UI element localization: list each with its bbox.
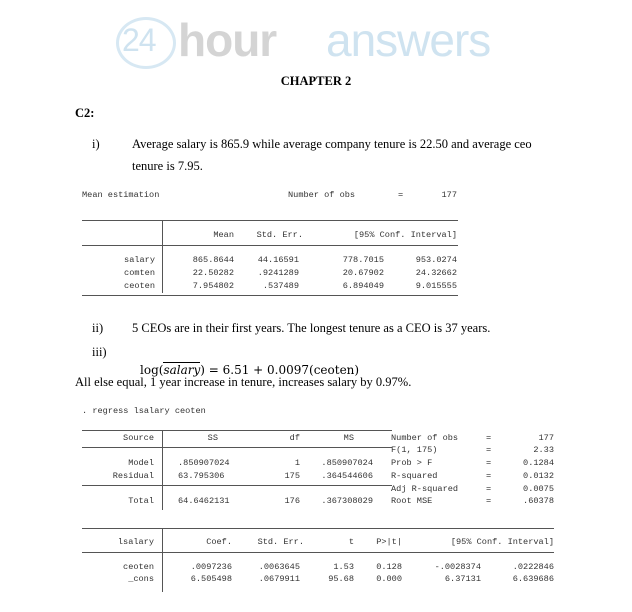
row-se: .537489 [262, 281, 299, 291]
coef-var: _cons [128, 574, 154, 584]
item-iii-marker: iii) [92, 345, 107, 359]
stat-eq: = [486, 458, 492, 468]
coef-p: 0.000 [376, 574, 402, 584]
anova-header-df: df [289, 433, 300, 443]
anova-ss: 64.6462131 [178, 496, 230, 506]
item-i-line2: tenure is 7.95. [132, 159, 203, 173]
stat-eq: = [486, 471, 492, 481]
chapter-title: CHAPTER 2 [280, 74, 352, 88]
coef-p: 0.128 [376, 562, 402, 572]
coef-header-se: Std. Err. [257, 537, 304, 547]
coef-t: 95.68 [328, 574, 354, 584]
row-mean: 7.954802 [192, 281, 234, 291]
anova-ms: .367308029 [321, 496, 373, 506]
anova-header-ss: SS [207, 433, 218, 443]
mean-obs-eq: = [398, 190, 404, 200]
stat-label: Root MSE [391, 496, 433, 506]
stat-value: .60378 [523, 496, 554, 506]
anova-df: 176 [284, 496, 300, 506]
row-mean: 865.8644 [192, 255, 234, 265]
row-ci-high: 953.0274 [415, 255, 457, 265]
anova-ss: .850907024 [178, 458, 230, 468]
eq-log: log [140, 363, 159, 377]
row-se: .9241289 [257, 268, 299, 278]
coef-value: 6.505498 [190, 574, 232, 584]
logo-number: 24 [122, 22, 156, 58]
anova-source: Residual [112, 471, 154, 481]
anova-ms: .850907024 [321, 458, 373, 468]
row-ci-high: 24.32662 [415, 268, 457, 278]
eq-salary-hat: salary [163, 363, 201, 377]
mean-title: Mean estimation [82, 190, 160, 200]
anova-header-ms: MS [343, 433, 354, 443]
anova-ms: .364544606 [321, 471, 373, 481]
anova-source: Total [128, 496, 154, 506]
logo-word-hour: hour [178, 14, 277, 66]
row-var: salary [124, 255, 155, 265]
stat-eq: = [486, 496, 492, 506]
item-i-marker: i) [92, 137, 100, 151]
item-ii-marker: ii) [92, 321, 104, 335]
coef-se: .0063645 [258, 562, 300, 572]
stat-label: Prob > F [391, 458, 433, 468]
eq-rhs: = 6.51 + 0.0097(ceoten) [208, 363, 360, 377]
anova-ss: 63.795306 [178, 471, 225, 481]
stat-eq: = [486, 484, 492, 494]
anova-header-source: Source [123, 433, 154, 443]
coef-ci-high: .0222846 [512, 562, 554, 572]
coef-header-t: t [348, 537, 354, 547]
row-ci-high: 9.015555 [415, 281, 457, 291]
eq-open-paren: ( [158, 363, 164, 377]
item-iii-equation [132, 343, 359, 379]
row-var: ceoten [124, 281, 155, 291]
coef-ci-low: -.0028374 [434, 562, 481, 572]
anova-df: 175 [284, 471, 300, 481]
stat-value: 2.33 [533, 445, 554, 455]
regress-command: . regress lsalary ceoten [82, 406, 206, 416]
logo-word-answers: answers [326, 14, 491, 66]
mean-header-ci: [95% Conf. Interval] [353, 230, 457, 240]
row-mean: 22.50282 [192, 268, 234, 278]
stat-label: R-squared [391, 471, 438, 481]
eq-close-paren: ) [200, 363, 209, 377]
coef-value: .0097236 [190, 562, 232, 572]
stat-label: Adj R-squared [391, 484, 459, 494]
item-ii-text: 5 CEOs are in their first years. The longest tenure as a CEO is 37 years. [132, 321, 491, 335]
stat-value: 0.0132 [523, 471, 554, 481]
mean-header-se: Std. Err. [256, 230, 303, 240]
conclusion-text: All else equal, 1 year increase in tenure, increases salary by 0.97%. [75, 375, 412, 389]
row-ci-low: 778.7015 [342, 255, 384, 265]
anova-source: Model [128, 458, 154, 468]
item-i-line1: Average salary is 865.9 while average company tenure is 22.50 and average ceo [132, 137, 532, 151]
mean-obs-value: 177 [441, 190, 457, 200]
section-label: C2: [75, 106, 95, 120]
stat-eq: = [486, 445, 492, 455]
row-ci-low: 6.894049 [342, 281, 384, 291]
stat-value: 177 [538, 433, 554, 443]
coef-header-ci: [95% Conf. Interval] [450, 537, 554, 547]
stat-value: 0.1284 [523, 458, 554, 468]
mean-obs-label: Number of obs [288, 190, 356, 200]
coef-header-p: P>|t| [376, 537, 402, 547]
coef-ci-low: 6.37131 [444, 574, 481, 584]
coef-var: ceoten [123, 562, 154, 572]
stat-label: F(1, 175) [391, 445, 438, 455]
row-se: 44.16591 [257, 255, 299, 265]
row-ci-low: 20.67902 [342, 268, 384, 278]
coef-header-coef: Coef. [206, 537, 232, 547]
anova-df: 1 [294, 458, 300, 468]
row-var: comten [124, 268, 155, 278]
coef-header-var: lsalary [117, 537, 154, 547]
stat-value: 0.0075 [523, 484, 554, 494]
mean-header-mean: Mean [213, 230, 234, 240]
coef-se: .0679911 [258, 574, 300, 584]
stat-label: Number of obs [391, 433, 459, 443]
stat-eq: = [486, 433, 492, 443]
coef-t: 1.53 [333, 562, 354, 572]
coef-ci-high: 6.639686 [512, 574, 554, 584]
